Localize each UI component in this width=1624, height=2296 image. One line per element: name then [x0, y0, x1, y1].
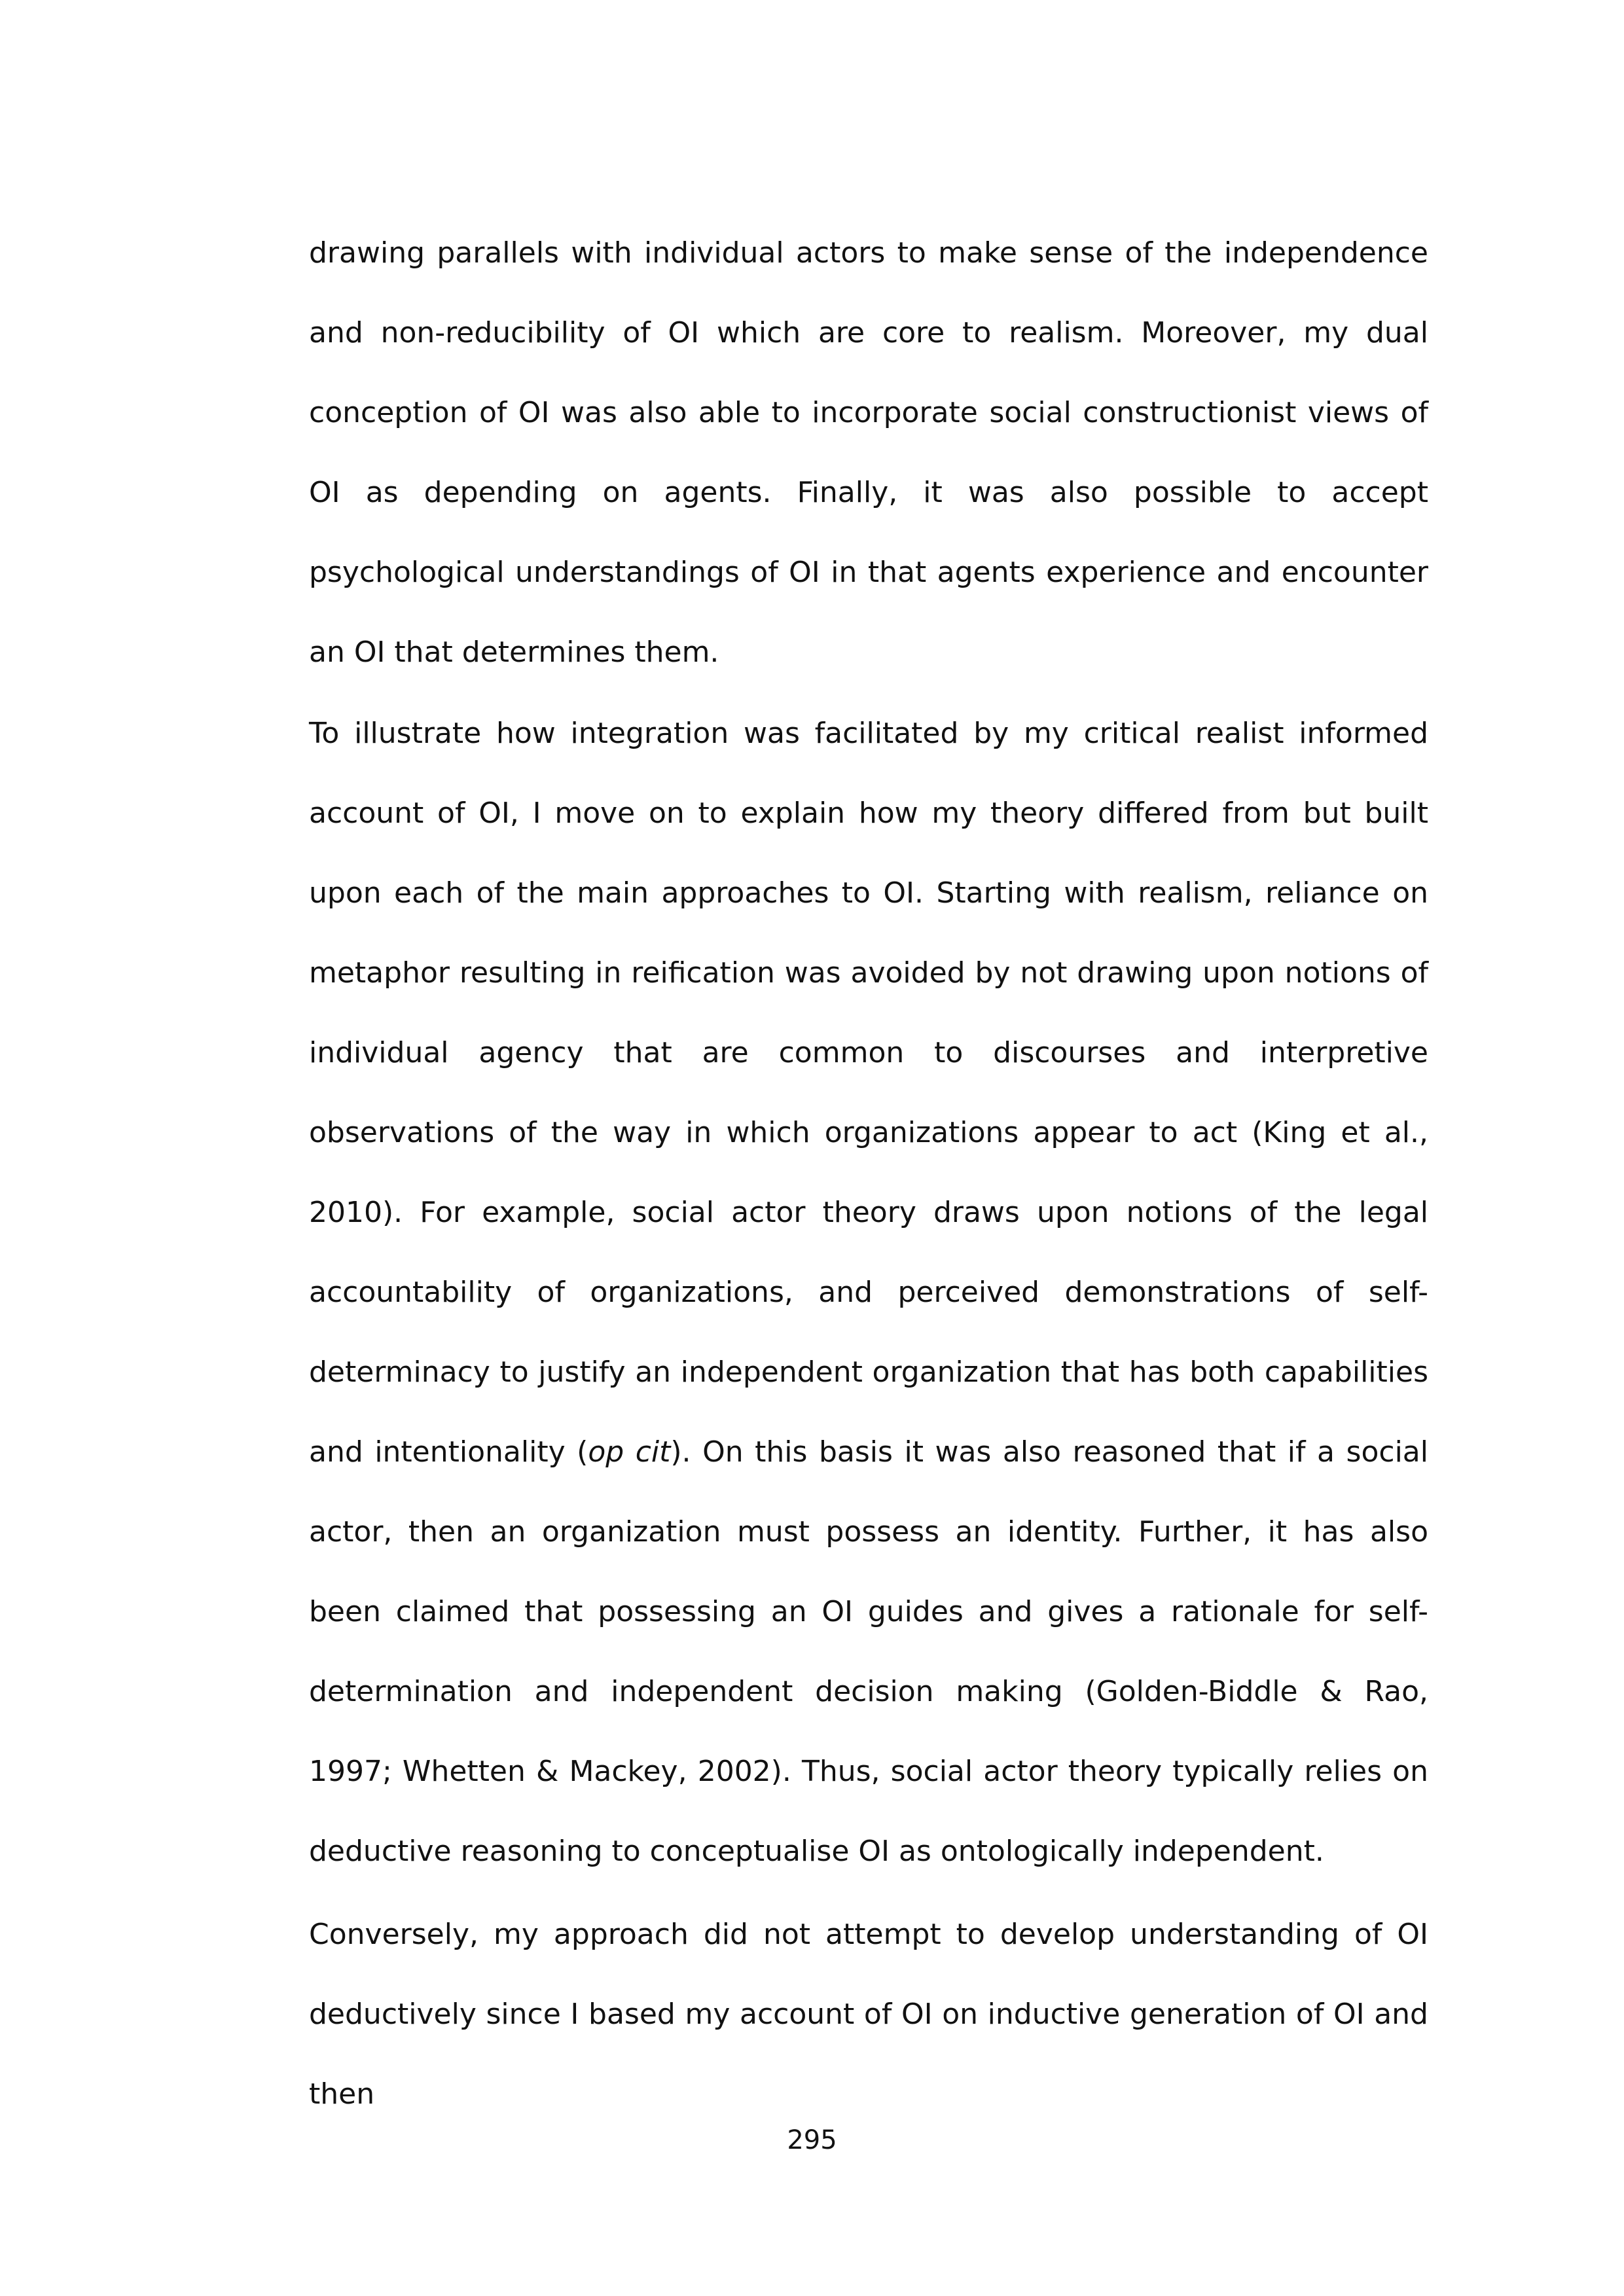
page-number: 295: [787, 2125, 837, 2155]
paragraph-2-italic-citation: op cit: [588, 1435, 671, 1469]
paragraph-2-text-b: ). On this basis it was also reasoned that if a social actor, then an organization must possess an identity. Further, it has also been claimed that possessing an OI guides and gives a rationale for self-determination and independent decision making (Golden-Biddle & Rao, 1997; Whetten & Mackey, 2002). Thus, social actor theory typically relies on deductive reasoning to conceptualise OI as ontologically independent.: [309, 1435, 1428, 1868]
paragraph-2: [309, 694, 1428, 1892]
paragraph-1: drawing parallels with individual actors to make sense of the independence and non-reducibility of OI which are core to realism. Moreover, my dual conception of OI was also able to incorporate social constructionist views of OI as depending on agents. Finally, it was also possible to accept psychological understandings of OI in that agents experience and encounter an OI that determines them.: [309, 236, 1428, 669]
paragraph-3: Conversely, my approach did not attempt to develop understanding of OI deductively since I based my account of OI on inductive generation of OI and then: [309, 1918, 1428, 2111]
paragraph-2-text-a: To illustrate how integration was facilitated by my critical realist informed account of OI, I move on to explain how my theory differed from but built upon each of the main approaches to OI. Starting with realism, reliance on metaphor resulting in reification was avoided by not drawing upon notions of individual agency that are common to discourses and interpretive observations of the way in which organizations appear to act (King et al., 2010). For example, social actor theory draws upon notions of the legal accountability of organizations, and perceived demonstrations of self-determinacy to justify an independent organization that has both capabilities and intentionality (: [309, 717, 1428, 1469]
